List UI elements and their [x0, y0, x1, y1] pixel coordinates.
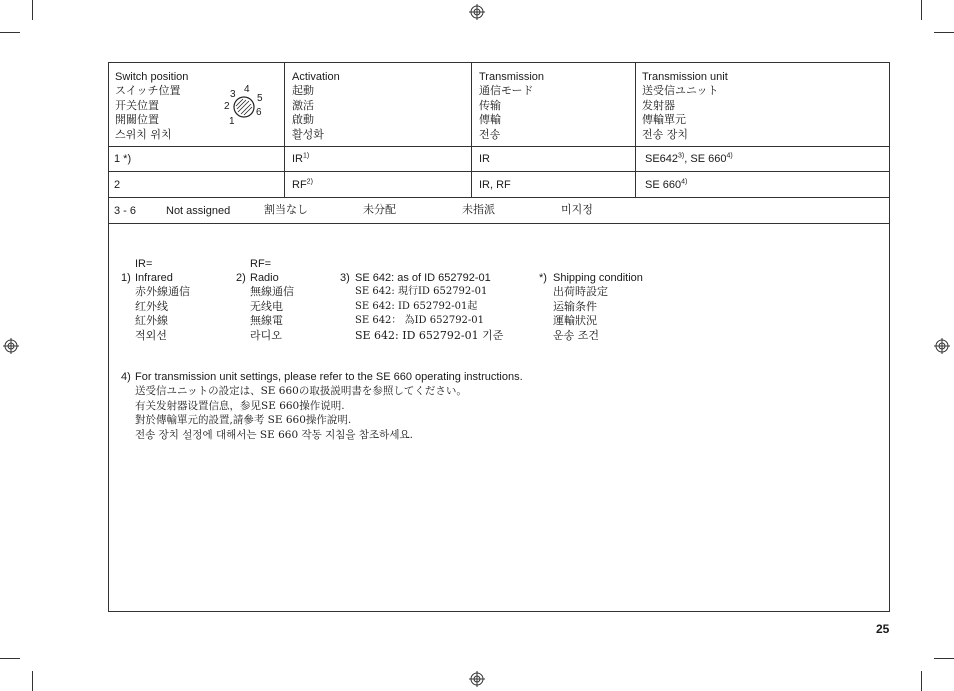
crop-mark — [32, 671, 33, 691]
row-activation: RF$^{2)}$ — [292, 178, 313, 191]
crop-mark — [0, 32, 20, 33]
not-assigned-label: 割当なし — [264, 203, 308, 216]
registration-mark-icon — [934, 338, 950, 354]
row-position: 3 - 6 — [114, 205, 137, 217]
not-assigned-label: 미지정 — [561, 203, 593, 216]
row-position: 1 *) — [114, 153, 132, 165]
header-transmission: Transmission 通信モード 传输 傳輸 전송 — [479, 71, 544, 141]
crop-mark — [934, 658, 954, 659]
crop-mark — [921, 671, 922, 691]
not-assigned-label: 未分配 — [363, 203, 396, 216]
table-frame: Switch position スイッチ位置 开关位置 開關位置 스위치 위치 1 2 3 4 5 6 Activation 起動 激活 啟動 활성화 Transmission 通信モード 传输 傳輸 전송 Transmission unit 送受信ユニット 发射器 傳輸單元 전송 장치 1 *) IR$^{1)}$ IR SE642$^{3)}$, SE 660$^{4)}$ 2 RF$^{2)}$ IR, RF SE 660$^{4)}$ 3 - 6 Not assigned 割当なし 未分配 未指派 미지정 IR= RF= 1) Infrared 赤外線通信 红外线 紅外線 적외선 2) Radio 無線通信 无线电 無線電 라디오 3) SE 642: as of ID 652792-01 SE 642: 現行ID 652792-01 SE 642: ID 652792-01起 SE 642： 為ID 652792-01 SE 642: ID 652792-01 기준 *) Shipping condition 出荷時設定 运输条件 運輸狀況 운송 조건 4) For transmission unit settings, please refer to the SE 660 operating instructions. 送受信ユニットの設定は、SE 660の取扱説明書を参照してください。 有关发射器设置信息，参见SE 660操作说明. 對於傳輸單元的設置,請參考 SE 660操作說明. 전송 장치 설정에 대해서는 SE 660 작동 지침을 참조하세요. — [108, 62, 890, 612]
registration-mark-icon — [469, 4, 485, 20]
dial-number: 4 — [244, 84, 250, 95]
row-activation: IR$^{1)}$ — [292, 152, 310, 165]
dial-number: 6 — [256, 107, 262, 118]
crop-mark — [0, 658, 20, 659]
rotary-switch-icon — [223, 83, 269, 127]
crop-mark — [934, 32, 954, 33]
table-row-not-assigned — [109, 198, 889, 224]
page-number: 25 — [876, 622, 890, 636]
header-switch-position: Switch position スイッチ位置 开关位置 開關位置 스위치 위치 — [115, 71, 189, 141]
row-position: 2 — [114, 179, 121, 191]
registration-mark-icon — [469, 671, 485, 687]
table-row — [109, 147, 889, 172]
dial-number: 5 — [257, 93, 263, 104]
dial-number: 2 — [224, 101, 230, 112]
ir-definition-label: IR= — [135, 258, 153, 270]
row-unit: SE642$^{3)}$, SE 660$^{4)}$ — [645, 152, 733, 165]
not-assigned-label: Not assigned — [166, 205, 231, 217]
header-activation: Activation 起動 激活 啟動 활성화 — [292, 71, 340, 141]
crop-mark — [32, 0, 33, 20]
dial-number: 3 — [230, 89, 236, 100]
not-assigned-label: 未指派 — [462, 203, 495, 216]
row-transmission: IR, RF — [479, 179, 511, 191]
registration-mark-icon — [3, 338, 19, 354]
dial-number: 1 — [229, 116, 235, 127]
row-unit: SE 660$^{4)}$ — [645, 178, 688, 191]
table-row — [109, 172, 889, 198]
crop-mark — [921, 0, 922, 20]
table-header-row — [109, 63, 889, 147]
rf-definition-label: RF= — [250, 258, 272, 270]
header-transmission-unit: Transmission unit 送受信ユニット 发射器 傳輸單元 전송 장치 — [642, 71, 728, 141]
row-transmission: IR — [479, 153, 490, 165]
